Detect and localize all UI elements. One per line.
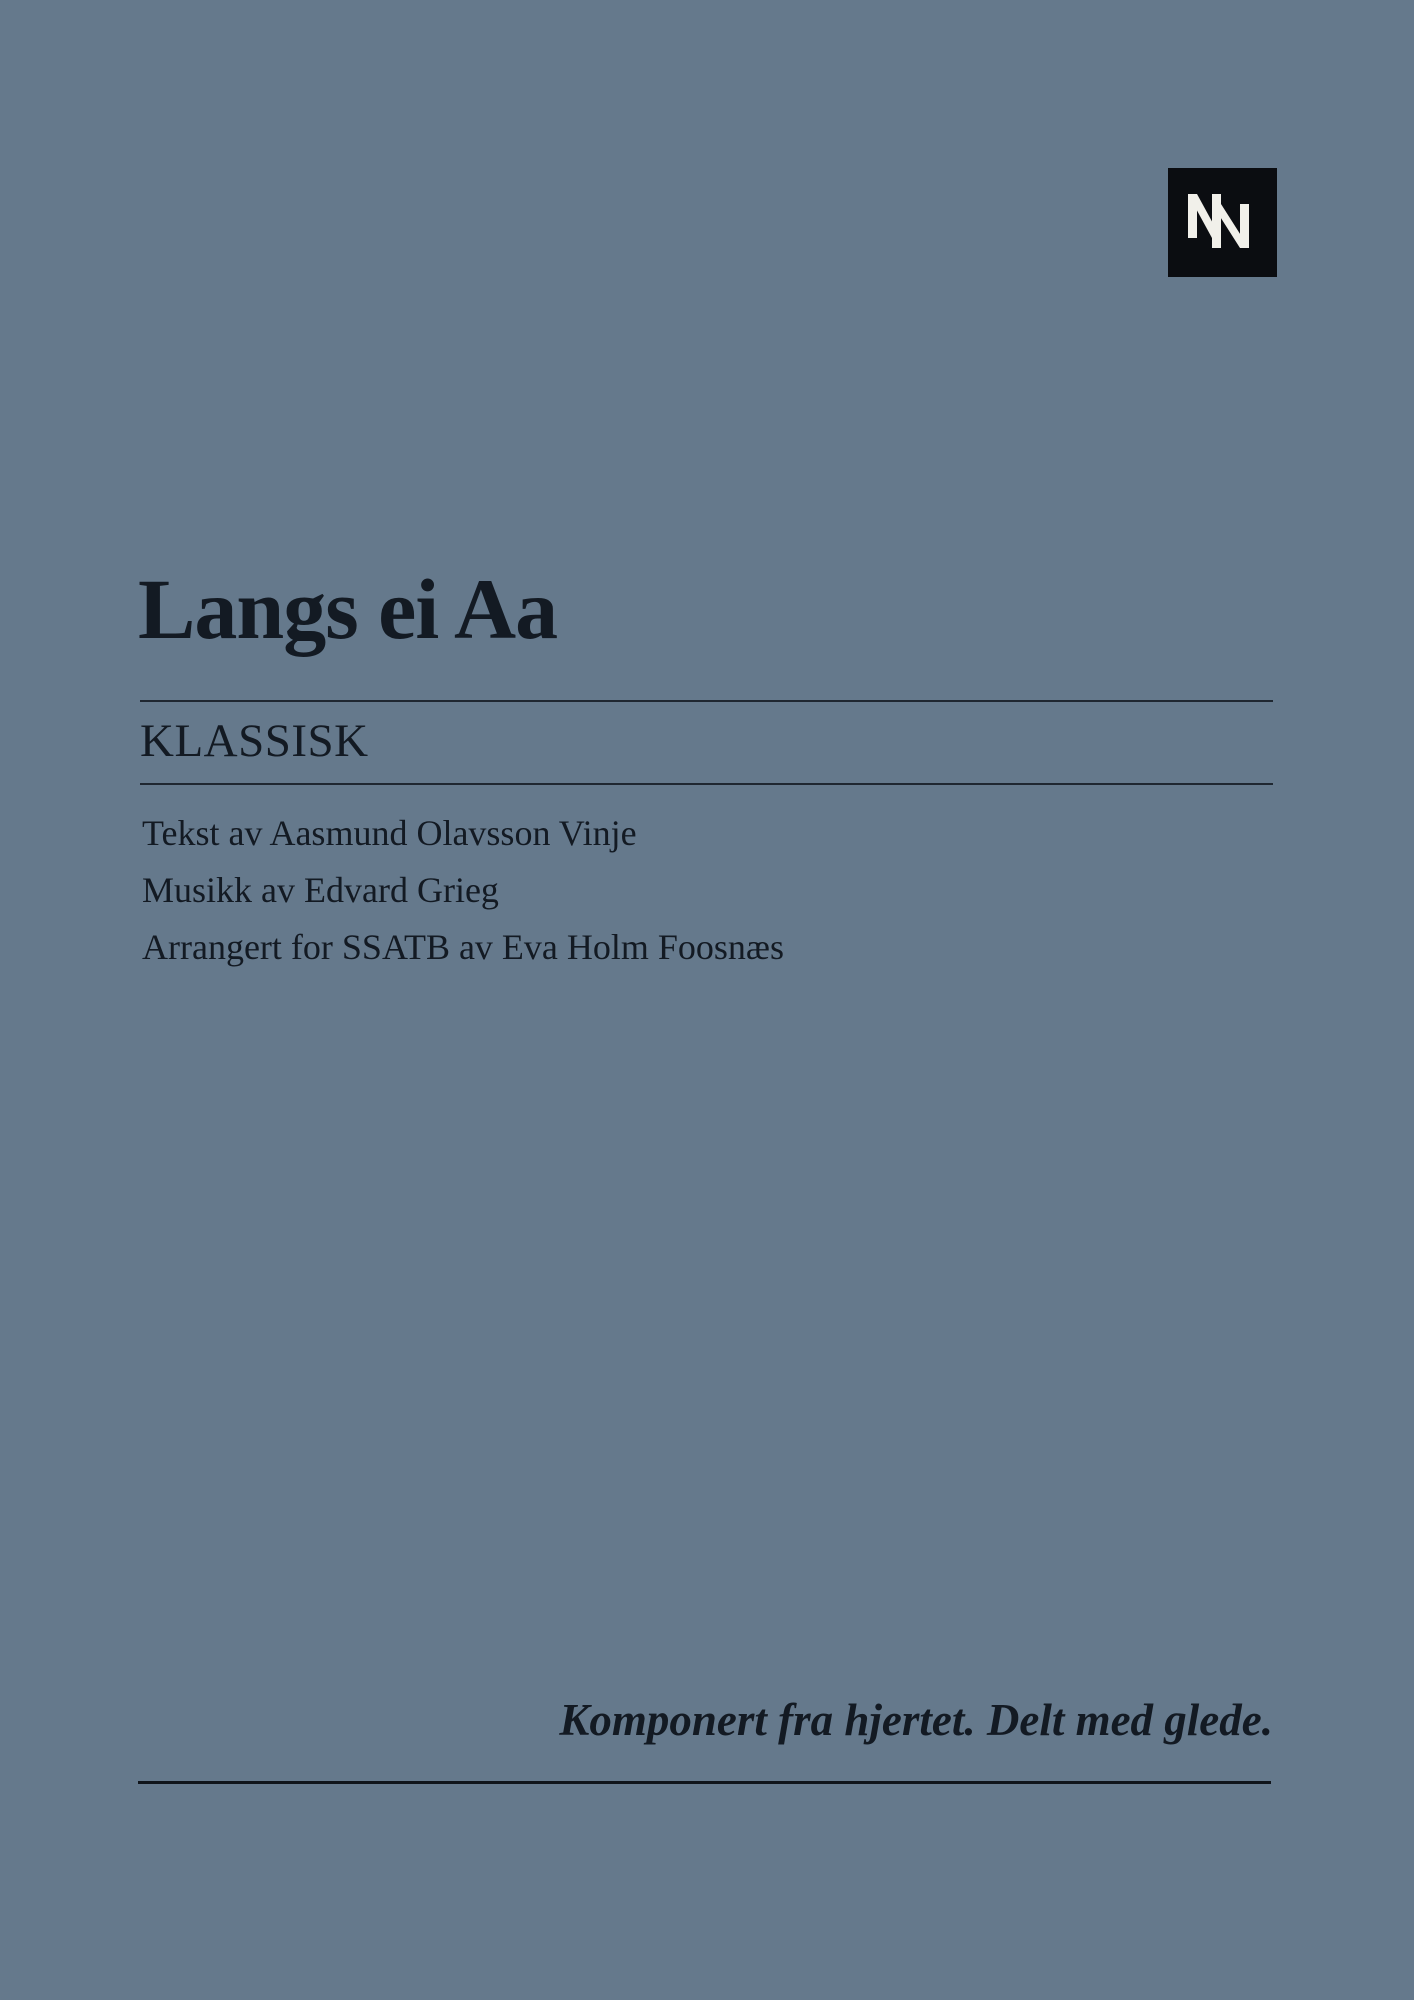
credit-text-author: Tekst av Aasmund Olavsson Vinje [142,813,637,853]
credit-music-composer: Musikk av Edvard Grieg [142,870,499,910]
nn-monogram-icon [1168,168,1277,277]
work-title: Langs ei Aa [138,561,558,657]
divider-bottom [138,1781,1271,1784]
genre-label: KLASSISK [140,715,369,767]
credit-arranger: Arrangert for SSATB av Eva Holm Foosnæs [142,927,784,967]
divider-middle [140,783,1273,785]
credits-block [142,805,784,976]
publisher-tagline: Komponert fra hjertet. Delt med glede. [559,1695,1273,1745]
publisher-logo [1168,168,1277,277]
divider-top [140,700,1273,702]
